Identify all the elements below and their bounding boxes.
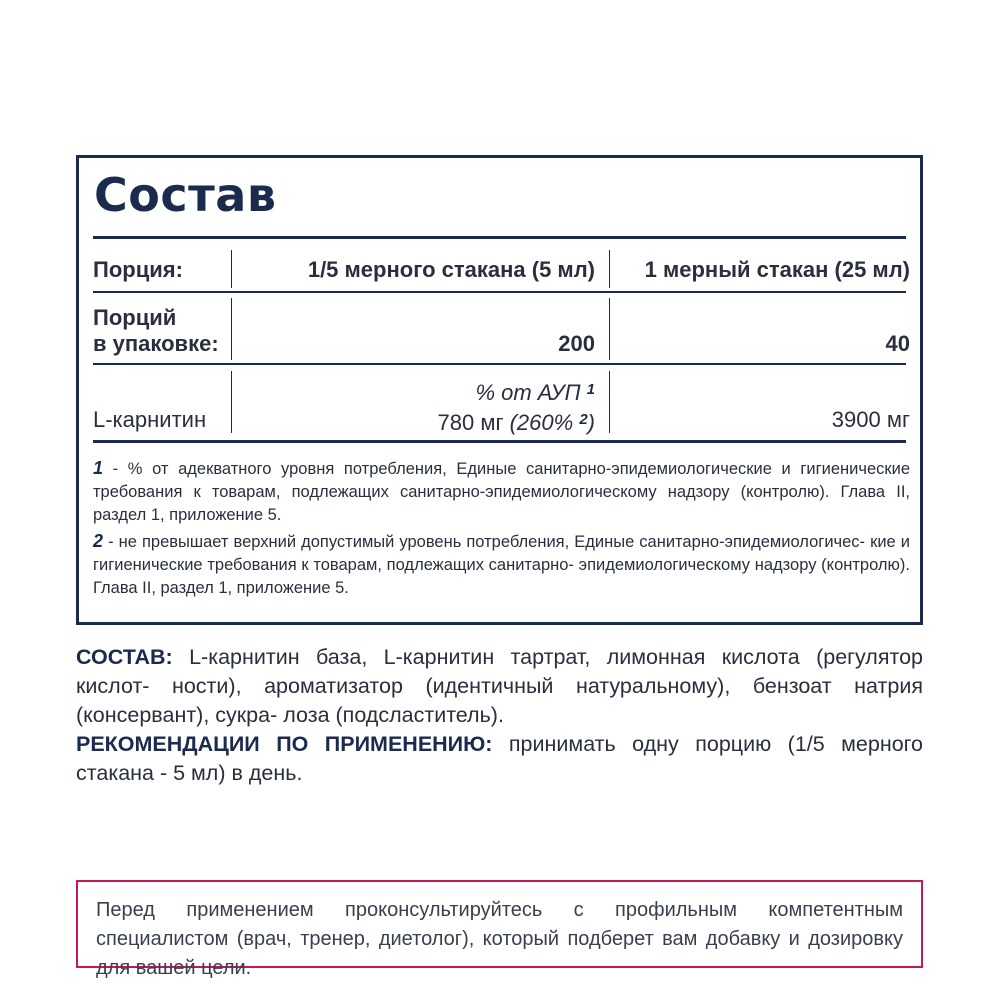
column-divider bbox=[609, 298, 610, 360]
warning-box bbox=[76, 880, 923, 979]
footnote-2: 2 - не превышает верхний допустимый уровень потребления, Единые санитарно-эпидемиологичес- кие и гигиенические требования к товарам, подлежащих санитарно- эпидемиологическому надзору (контролю). Глава II, раздел 1, приложение 5. bbox=[93, 531, 910, 597]
composition-body: L-карнитин база, L-карнитин тартрат, лимонная кислота (регулятор кислот- ности), ароматизатор (идентичный натуральному), бензоат натрия (консервант), сукра- лоза (подсластитель). bbox=[76, 645, 923, 727]
panel-title: Состав bbox=[94, 168, 277, 222]
servings-label-line1: Порций bbox=[93, 305, 177, 330]
footnote-ref-1: 1 bbox=[586, 381, 595, 398]
composition-text bbox=[76, 643, 923, 788]
column-divider bbox=[609, 371, 610, 433]
footnote-1: 1 - % от адекватного уровня потребления, Единые санитарно-эпидемиологические и гигиенические требования к товарам, подлежащих санитарно-эпидемиологическому надзору (контролю). Глава II, раздел 1, приложение 5. bbox=[93, 458, 910, 524]
table-bottom-rule bbox=[93, 440, 906, 443]
row-rule bbox=[93, 363, 906, 365]
title-rule bbox=[93, 236, 906, 239]
serving-label: Порция: bbox=[93, 257, 183, 282]
composition-panel bbox=[76, 155, 923, 625]
composition-label: СОСТАВ: bbox=[76, 645, 173, 669]
ingredient-name: L-карнитин bbox=[93, 407, 207, 432]
serving-col2-header: 1 мерный стакан (25 мл) bbox=[644, 257, 910, 282]
warning-text: Перед применением проконсультируйтесь с профильным компетентным специалистом (врач, тренер, диетолог), который подберет вам добавку и дозировку для вашей цели. bbox=[96, 899, 903, 979]
column-divider bbox=[609, 250, 610, 288]
servings-label-line2: в упаковке: bbox=[93, 331, 219, 356]
aup-label: % от АУП $^1$ bbox=[475, 380, 595, 405]
ingredient-col1-value: 780 мг (260% $^2$) bbox=[437, 410, 595, 435]
column-divider bbox=[231, 250, 232, 288]
ingredient-col2-value: 3900 мг bbox=[831, 407, 910, 432]
servings-col1-value: 200 bbox=[558, 331, 595, 356]
usage-label: РЕКОМЕНДАЦИИ ПО ПРИМЕНЕНИЮ: bbox=[76, 732, 493, 756]
usage-body: принимать одну порцию (1/5 мерного стакана - 5 мл) в день. bbox=[76, 732, 924, 785]
servings-col2-value: 40 bbox=[885, 331, 910, 356]
row-rule bbox=[93, 291, 906, 293]
column-divider bbox=[231, 371, 232, 433]
footnote-ref-2: 2 bbox=[579, 411, 588, 428]
column-divider bbox=[231, 298, 232, 360]
serving-col1-header: 1/5 мерного стакана (5 мл) bbox=[307, 257, 595, 282]
